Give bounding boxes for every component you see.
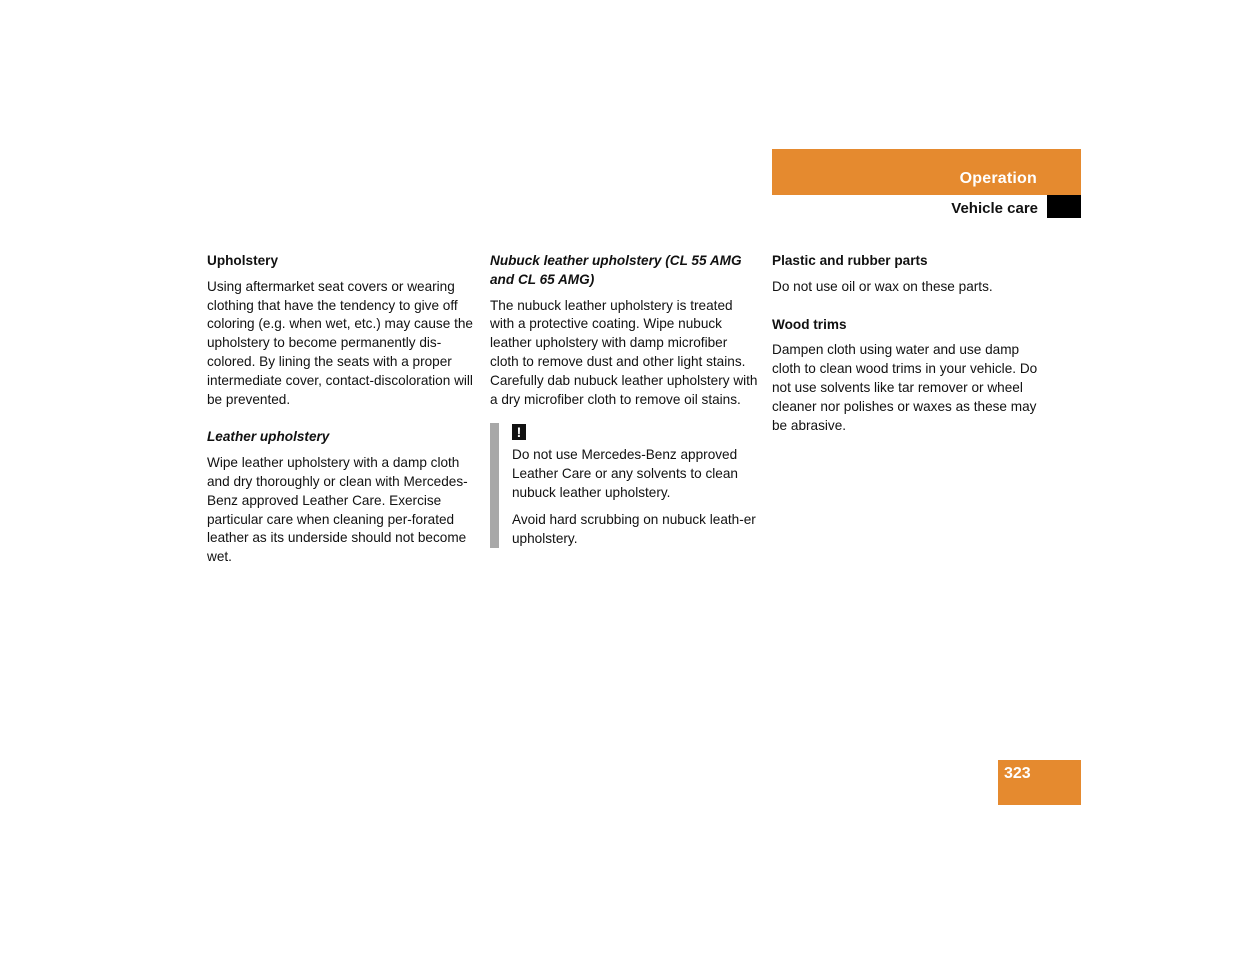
- section-header-bar: [772, 149, 1081, 195]
- leather-heading: Leather upholstery: [207, 429, 330, 445]
- page-number: 323: [1004, 765, 1031, 782]
- column-right: [772, 252, 1040, 454]
- warning-icon: !: [512, 424, 526, 440]
- wood-paragraph: Dampen cloth using water and use damp cloth to clean wood trims in your vehicle. Do not use solvents like tar remover or wheel cleaner nor polishes or waxes as these may be abrasive.: [772, 342, 1038, 433]
- upholstery-paragraph: Using aftermarket seat covers or wearing clothing that have the tendency to give off coloring (e.g. when wet, etc.) may cause the upholstery to become permanently dis-colored. By lining the seats with a proper intermediate cover, contact-discoloration will be prevented.: [207, 278, 473, 407]
- wood-heading: Wood trims: [772, 316, 847, 332]
- section-title: Operation: [959, 170, 1037, 187]
- section-tab-marker: [1047, 195, 1081, 218]
- column-left: [207, 252, 475, 586]
- nubuck-heading: Nubuck leather upholstery (CL 55 AMG and CL 65 AMG): [490, 253, 742, 287]
- plastic-heading: Plastic and rubber parts: [772, 253, 928, 268]
- nubuck-paragraph: The nubuck leather upholstery is treated with a protective coating. Wipe nubuck leather upholstery with damp microfiber cloth to remove dust and other light stains. Carefully dab nubuck leather upholstery with a dry microfiber cloth to remove oil stains.: [490, 297, 758, 407]
- notice-bar: [490, 423, 499, 548]
- upholstery-heading: Upholstery: [207, 253, 279, 268]
- notice-box: [490, 423, 758, 548]
- notice-text-2: Avoid hard scrubbing on nubuck leath-er upholstery.: [512, 511, 756, 546]
- page-number-box: [998, 760, 1081, 805]
- leather-paragraph: Wipe leather upholstery with a damp cloth and dry thoroughly or clean with Mercedes-Benz approved Leather Care. Exercise particular care when cleaning per-forated leather as its underside should not become wet.: [207, 455, 468, 565]
- subsection-title: Vehicle care: [951, 200, 1038, 217]
- plastic-paragraph: Do not use oil or wax on these parts.: [772, 278, 993, 294]
- column-middle: [490, 252, 758, 556]
- notice-text-1: Do not use Mercedes-Benz approved Leather Care or any solvents to clean nubuck leather upholstery.: [512, 447, 738, 500]
